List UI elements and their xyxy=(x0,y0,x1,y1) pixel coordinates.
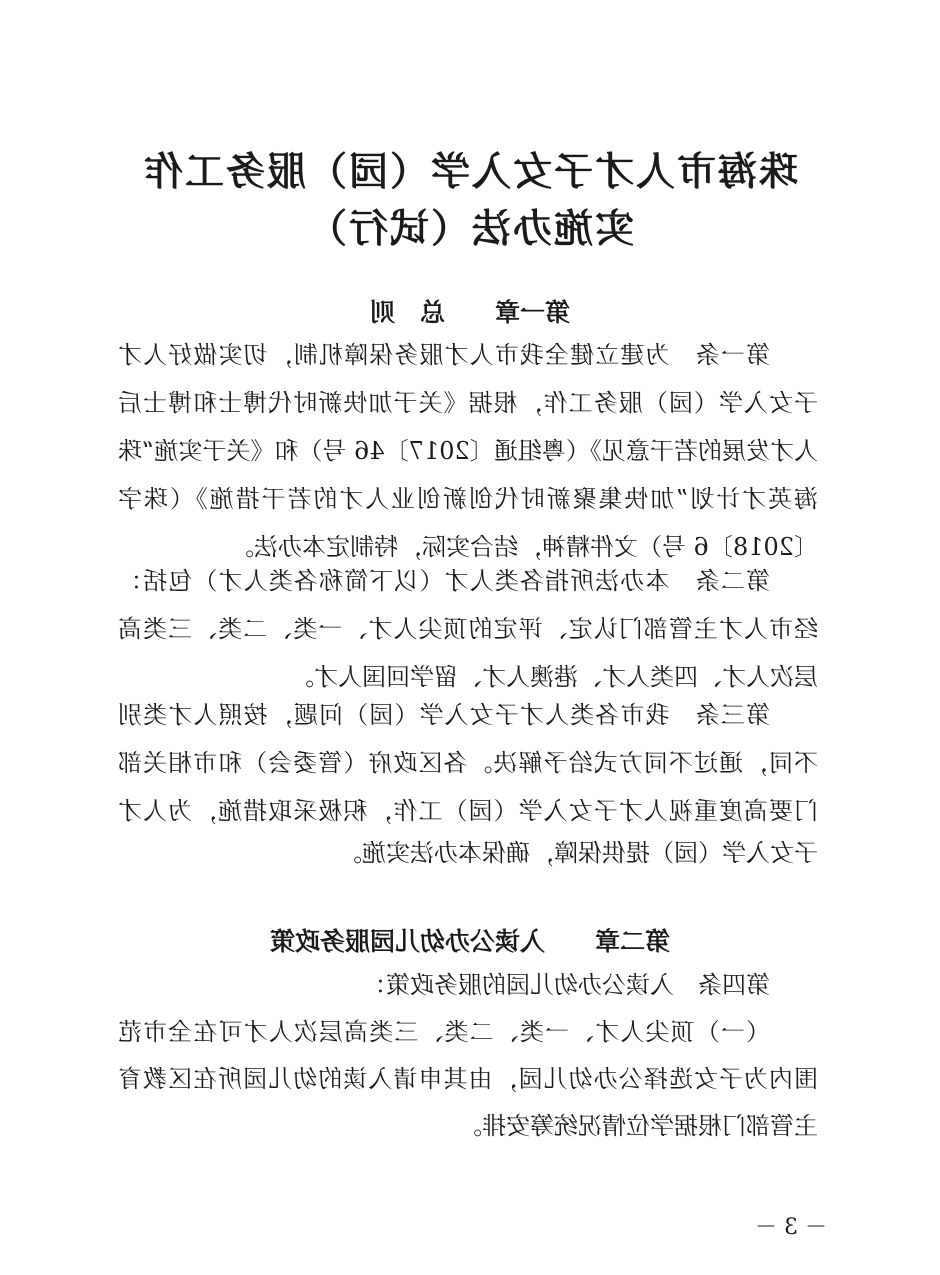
document-title-line-2: 实施办法（试行） xyxy=(306,207,635,252)
article-4-item-1-line-2: 围内为子女选择公办幼儿园，由其申请入读的幼儿园所在区教育 xyxy=(118,1065,818,1093)
article-1-line-3: 人才发展的若干意见》（粤组通〔2017〕46 号）和《关于实施“珠 xyxy=(118,437,818,465)
article-1-line-4: 海英才计划”加快集聚新时代创新创业人才的若干措施》（珠字 xyxy=(118,485,818,513)
article-2-line-3: 层次人才、四类人才、港澳人才、留学回国人才。 xyxy=(290,663,818,691)
article-2-line-1: 第二条 本办法所指各类人才（以下简称各类人才）包括： xyxy=(118,567,770,595)
article-4-item-1-line-1: （一）顶尖人才、一类、二类、三类高层次人才可在全市范 xyxy=(118,1018,770,1046)
document-title-line-1: 珠海市人才子女入学（园）服务工作 xyxy=(142,150,799,195)
article-1-line-1: 第一条 为建立健全我市人才服务保障机制，切实做好人才 xyxy=(118,341,770,369)
article-1-line-2: 子女入学（园）服务工作，根据《关于加快新时代博士和博士后 xyxy=(118,389,818,417)
article-3-line-3: 门要高度重视人才子女入学（园）工作，积极采取措施，为人才 xyxy=(118,797,818,825)
article-1-line-5: 〔2018〕6 号）文件精神，结合实际，特制定本办法。 xyxy=(230,533,818,561)
article-4-item-1-line-3: 主管部门根据学位情况统筹安排。 xyxy=(458,1112,818,1140)
chapter-1-heading: 第一章 总 则 xyxy=(370,298,571,327)
chapter-2-heading: 第二章 入读公办幼儿园服务政策 xyxy=(270,927,671,956)
article-2-line-2: 经市人才主管部门认定、评定的顶尖人才、一类、二类、三类高 xyxy=(118,615,818,643)
page-number: － 3 － xyxy=(755,1215,827,1240)
article-3-line-1: 第三条 我市各类人才子女入学（园）问题，按照人才类别 xyxy=(118,701,770,729)
article-3-line-2: 不同，通过不同方式给予解决。各区政府（管委会）和市相关部 xyxy=(118,749,818,777)
article-3-line-4: 子女入学（园）提供保障，确保本办法实施。 xyxy=(338,839,818,867)
article-4-line-1: 第四条 入读公办幼儿园的服务政策： xyxy=(362,971,770,999)
